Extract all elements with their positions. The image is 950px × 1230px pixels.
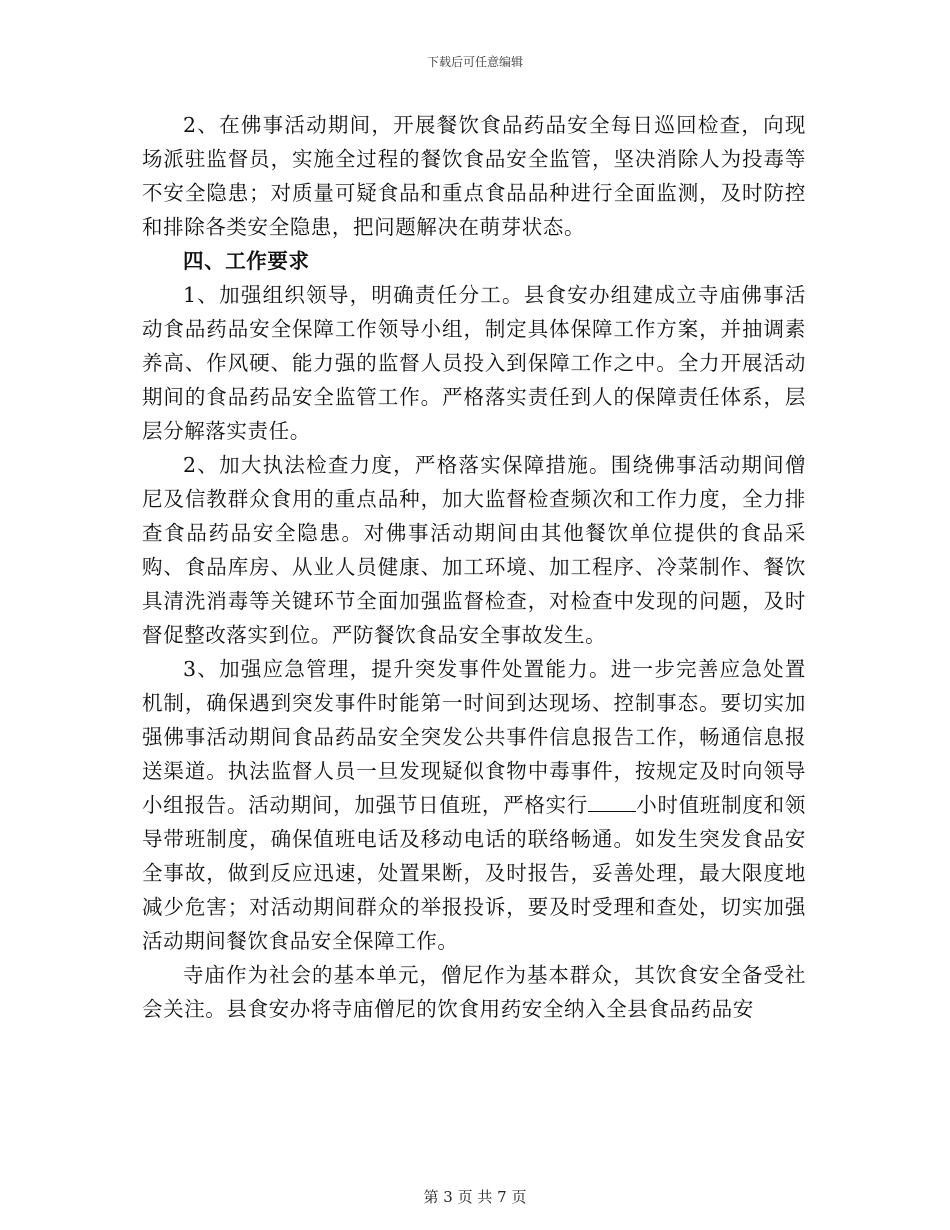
page-number: 第 3 页 共 7 页 <box>423 1188 527 1206</box>
requirement-3-text-start: 3、加强应急管理，提升突发事件处置能力。进一步完善应急处置机制，确保遇到突发事件时能第一时间到达现场、控制事态。要切实加强佛事活动期间食品药品安全突发公共事件信息报告工作，畅通信息报送渠道。执法监督人员一旦发现疑似食物中毒事件，按规定及时向领导小组报告。活动期间，加强节日值班，严格实行 <box>142 657 806 817</box>
requirement-3-text-end: 小时值班制度和领导带班制度，确保值班电话及移动电话的联络畅通。如发生突发食品安全事故，做到反应迅速，处置果断，及时报告，妥善处理，最大限度地减少危害；对活动期间群众的举报投诉，要及时受理和查处，切实加强活动期间餐饮食品安全保障工作。 <box>142 793 806 953</box>
header-note: 下载后可任意编辑 <box>426 55 523 69</box>
document-body <box>142 108 806 1026</box>
paragraph-requirement-1: 1、加强组织领导，明确责任分工。县食安办组建成立寺庙佛事活动食品药品安全保障工作领导小组，制定具体保障工作方案，并抽调素养高、作风硬、能力强的监督人员投入到保障工作之中。全力开展活动期间的食品药品安全监管工作。严格落实责任到人的保障责任体系，层层分解落实责任。 <box>142 283 806 443</box>
section-heading-work-requirements: 四、工作要求 <box>183 249 310 273</box>
paragraph-closing: 寺庙作为社会的基本单元，僧尼作为基本群众，其饮食安全备受社会关注。县食安办将寺庙僧尼的饮食用药安全纳入全县食品药品安 <box>142 963 806 1021</box>
paragraph-measure-2: 2、在佛事活动期间，开展餐饮食品药品安全每日巡回检查，向现场派驻监督员，实施全过程的餐饮食品安全监管，坚决消除人为投毒等不安全隐患；对质量可疑食品和重点食品品种进行全面监测，及时防控和排除各类安全隐患，把问题解决在萌芽状态。 <box>142 113 806 239</box>
blank-underline <box>588 791 636 812</box>
paragraph-requirement-3 <box>142 652 806 958</box>
paragraph-requirement-2: 2、加大执法检查力度，严格落实保障措施。围绕佛事活动期间僧尼及信教群众食用的重点品种，加大监督检查频次和工作力度，全力排查食品药品安全隐患。对佛事活动期间由其他餐饮单位提供的食品采购、食品库房、从业人员健康、加工环境、加工程序、冷菜制作、餐饮具清洗消毒等关键环节全面加强监督检查，对检查中发现的问题，及时督促整改落实到位。严防餐饮食品安全事故发生。 <box>142 453 806 647</box>
